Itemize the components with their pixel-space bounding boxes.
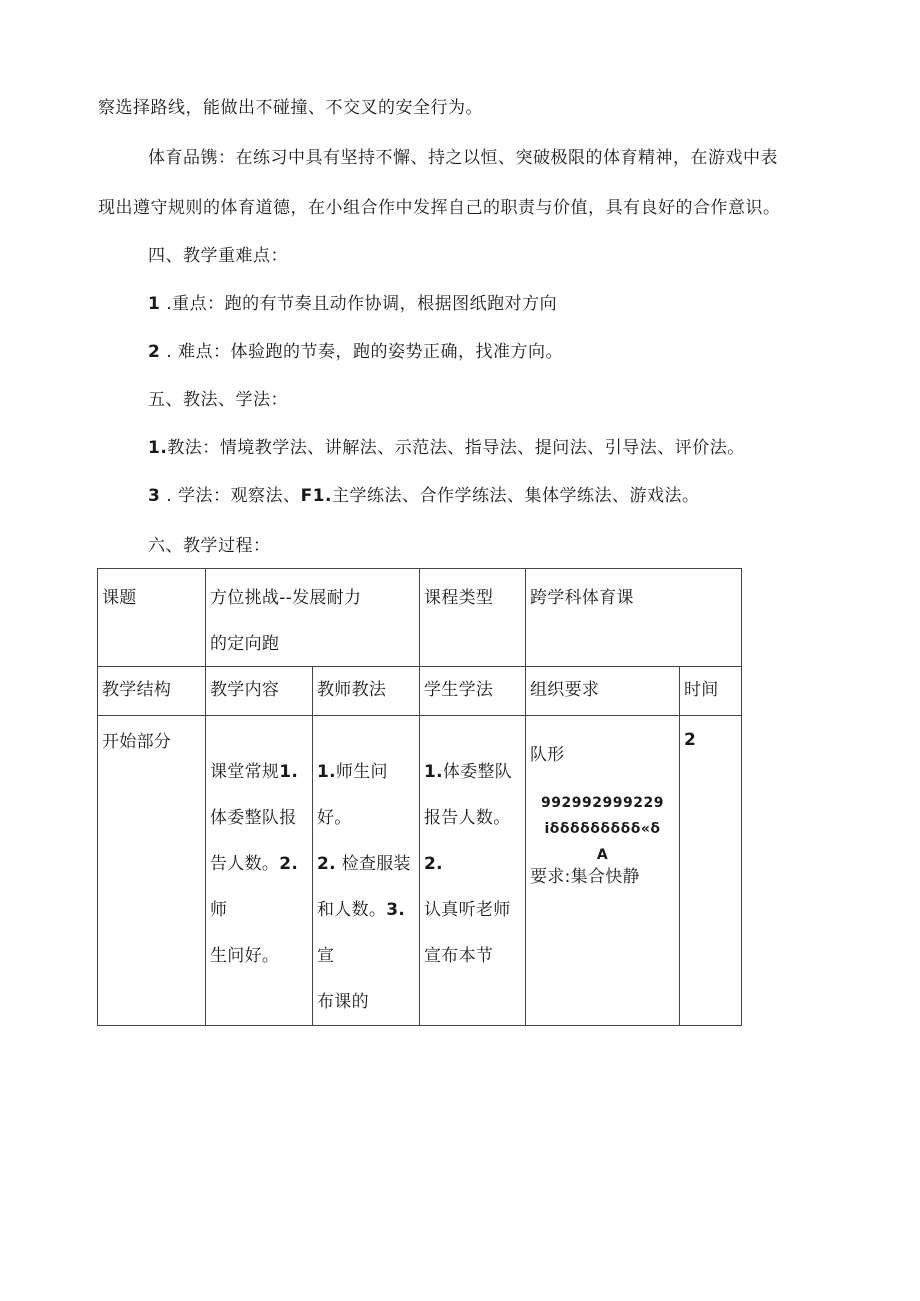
table-cell: 队形 要求:集合快静: [526, 716, 680, 1026]
table-cell: 跨学科体育课: [526, 569, 742, 667]
list-text-bold: F1.: [300, 486, 332, 506]
table-cell: 方位挑战--发展耐力 的定向跑: [206, 569, 420, 667]
list-number: 1: [148, 294, 161, 314]
formation-row: 992992999229: [541, 795, 664, 811]
table-row: [98, 716, 742, 1026]
list-item: [148, 340, 563, 364]
paragraph-line: 察选择路线，能做出不碰撞、不交叉的安全行为。: [98, 98, 483, 118]
list-text: .重点：跑的有节奏且动作协调，根据图纸跑对方向: [160, 294, 558, 314]
list-text: . 学法：观察法、: [160, 486, 301, 506]
table-cell: 1.师生问好。 2. 检查服装 和人数。3.宣 布课的: [313, 716, 420, 1026]
table-cell: 1.体委整队 报告人数。2. 认真听老师 宣布本节: [420, 716, 526, 1026]
list-text: . 难点：体验跑的节奏，跑的姿势正确，找准方向。: [160, 342, 564, 362]
list-item: [148, 292, 557, 316]
table-cell: 2: [680, 716, 742, 1026]
table-cell: 开始部分: [98, 716, 206, 1026]
list-number: 2: [148, 342, 161, 362]
list-item: [148, 436, 745, 460]
list-number: 1.: [148, 438, 168, 458]
formation-row: iδδδδδδδδδ«δ: [544, 821, 661, 837]
table-cell: 课堂常规1. 体委整队报 告人数。2. 师 生问好。: [206, 716, 313, 1026]
formation-diagram: [525, 790, 680, 868]
formation-row: A: [596, 847, 609, 863]
table-header-row: [98, 667, 742, 716]
table-header-cell: 教师教法: [313, 667, 420, 716]
section-heading: 六、教学过程：: [148, 536, 271, 556]
paragraph-line: 现出遵守规则的体育道德，在小组合作中发挥自己的职责与价值，具有良好的合作意识。: [98, 198, 781, 218]
section-heading: 五、教法、学法：: [148, 390, 288, 410]
list-text: 教法：情境教学法、讲解法、示范法、指导法、提问法、引导法、评价法。: [167, 438, 745, 458]
list-text: 主学练法、合作学练法、集体学练法、游戏法。: [331, 486, 700, 506]
section-heading: 四、教学重难点：: [148, 246, 288, 266]
list-number: 3: [148, 486, 161, 506]
table-row: [98, 569, 742, 667]
paragraph-line: 体育品镌：在练习中具有坚持不懈、持之以恒、突破极限的体育精神，在游戏中表: [148, 148, 778, 168]
table-header-cell: 教学结构: [98, 667, 206, 716]
table-header-cell: 时间: [680, 667, 742, 716]
list-item: [148, 484, 699, 508]
table-header-cell: 学生学法: [420, 667, 526, 716]
table-cell: 课程类型: [420, 569, 526, 667]
table-cell: 课题: [98, 569, 206, 667]
table-header-cell: 组织要求: [526, 667, 680, 716]
table-header-cell: 教学内容: [206, 667, 313, 716]
